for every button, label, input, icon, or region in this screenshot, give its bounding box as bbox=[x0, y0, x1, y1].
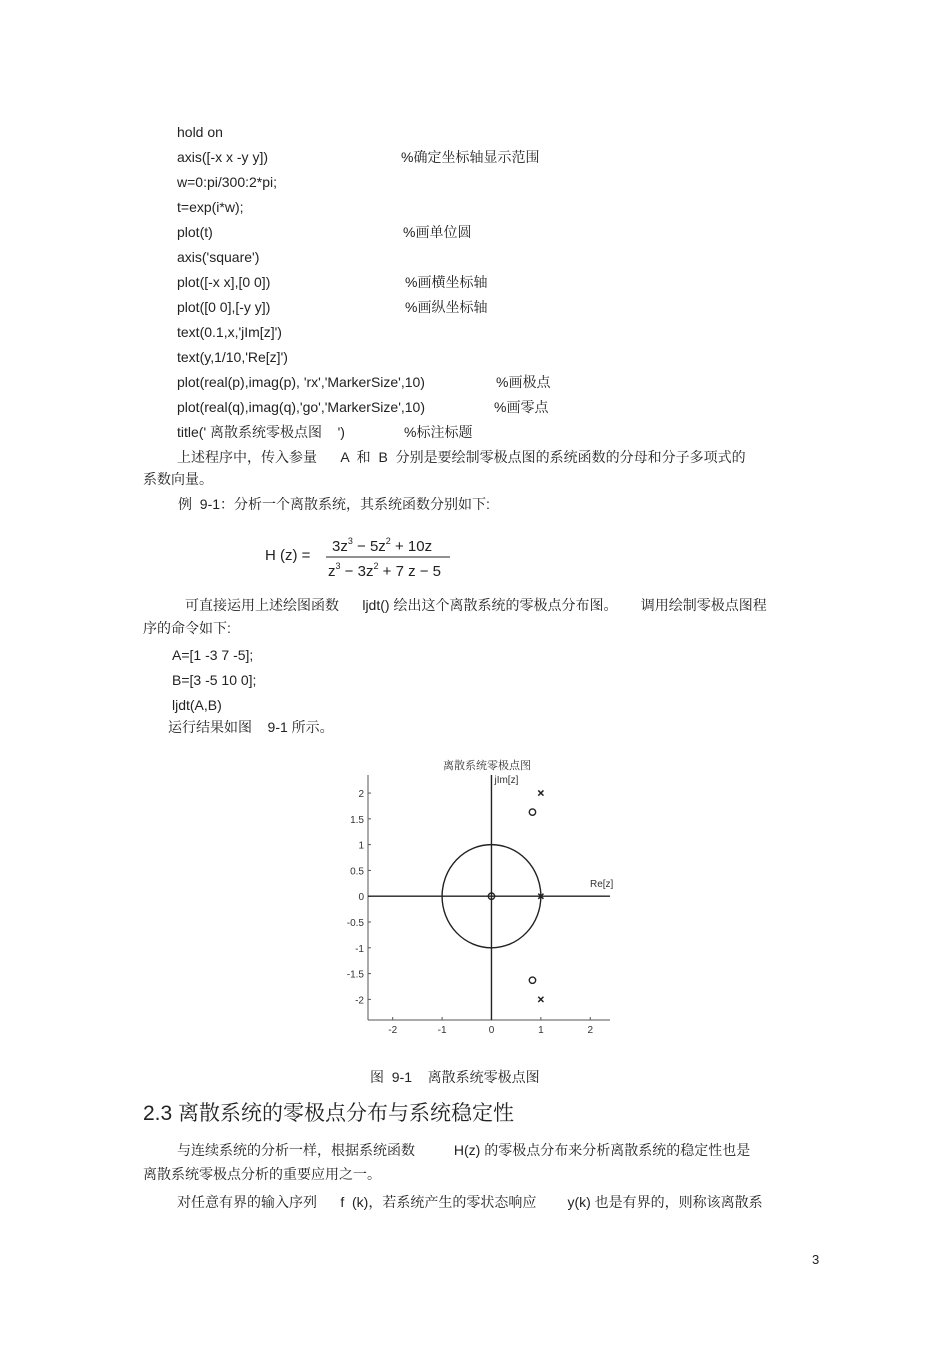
pole-marker bbox=[538, 790, 543, 795]
system-function-formula bbox=[262, 532, 462, 584]
code-line: plot([-x x],[0 0]) bbox=[177, 274, 271, 290]
zero-marker bbox=[529, 977, 535, 983]
y-tick-label: 1.5 bbox=[350, 814, 364, 826]
section-heading: 2.3 离散系统的零极点分布与系统稳定性 bbox=[143, 1102, 515, 1125]
x-tick-label: 2 bbox=[587, 1025, 594, 1036]
code-comment: %画单位圆 bbox=[403, 224, 472, 240]
code-line: axis('square') bbox=[177, 249, 260, 265]
y-tick-label: 2 bbox=[358, 789, 364, 801]
code-line: w=0:pi/300:2*pi; bbox=[177, 174, 278, 190]
code-comment: %画零点 bbox=[494, 399, 549, 415]
formula-denominator: $z^3 - 3z^2 + 7$ z − 5 bbox=[328, 561, 442, 580]
code-line: ljdt(A,B) bbox=[172, 697, 222, 713]
code-comment: %画纵坐标轴 bbox=[405, 299, 488, 315]
code-line: A=[1 -3 7 -5]; bbox=[172, 647, 254, 663]
y-tick-label: 0 bbox=[358, 892, 364, 904]
code-line: hold on bbox=[177, 124, 223, 140]
code-line: plot([0 0],[-y y]) bbox=[177, 299, 271, 315]
paragraph-line: 对任意有界的输入序列 f (k)，若系统产生的零状态响应 y(k) 也是有界的，则称该离散系 bbox=[177, 1194, 763, 1210]
y-axis-label: jIm[z] bbox=[494, 775, 519, 786]
zero-marker bbox=[529, 809, 535, 815]
y-tick-label: -1.5 bbox=[346, 969, 364, 981]
code-line: B=[3 -5 10 0]; bbox=[172, 672, 257, 688]
code-comment: %确定坐标轴显示范围 bbox=[401, 149, 540, 165]
code-line: plot(t) bbox=[177, 224, 213, 240]
formula-lhs: H (z) = bbox=[265, 547, 311, 564]
y-tick-label: -0.5 bbox=[346, 918, 364, 929]
code-line: text(0.1,x,'jIm[z]') bbox=[177, 324, 282, 340]
code-line: t=exp(i*w); bbox=[177, 199, 244, 215]
x-tick-label: -1 bbox=[437, 1025, 447, 1036]
code-line: plot(real(q),imag(q),'go','MarkerSize',10) bbox=[177, 399, 425, 415]
x-tick-label: 0 bbox=[488, 1025, 495, 1036]
example-line: 例 9-1：分析一个离散系统，其系统函数分别如下: bbox=[178, 496, 490, 512]
paragraph-line: 与连续系统的分析一样，根据系统函数 H(z) 的零极点分布来分析离散系统的稳定性也是 bbox=[177, 1142, 751, 1158]
y-tick-label: -1 bbox=[355, 943, 364, 955]
page-number: 3 bbox=[812, 1252, 820, 1267]
formula-numerator: $3z^3 - 5z^2 + 10z$ bbox=[332, 536, 433, 555]
x-tick-label: -2 bbox=[388, 1025, 398, 1036]
pole-marker bbox=[538, 997, 543, 1002]
code-line: title(' 离散系统零极点图 ') bbox=[177, 424, 345, 440]
x-axis-label: Re[z] bbox=[590, 879, 614, 891]
y-tick-label: 1 bbox=[358, 840, 364, 852]
y-tick-label: -2 bbox=[355, 995, 364, 1007]
code-line: text(y,1/10,'Re[z]') bbox=[177, 349, 288, 365]
code-line: plot(real(p),imag(p), 'rx','MarkerSize',10) bbox=[177, 374, 425, 390]
figure-caption: 图 9-1 离散系统零极点图 bbox=[370, 1069, 540, 1085]
x-tick-label: 1 bbox=[538, 1025, 544, 1036]
code-comment: %画横坐标轴 bbox=[405, 274, 488, 290]
pole-zero-plot bbox=[335, 755, 625, 1040]
code-comment: %画极点 bbox=[496, 374, 551, 390]
y-tick-label: 0.5 bbox=[350, 866, 364, 878]
result-line: 运行结果如图 9-1 所示。 bbox=[168, 719, 334, 735]
code-line: axis([-x x -y y]) bbox=[177, 149, 268, 165]
chart-title: 离散系统零极点图 bbox=[443, 760, 531, 772]
paragraph-line: 上述程序中，传入参量 A 和 B 分别是要绘制零极点图的系统函数的分母和分子多项式的 bbox=[177, 449, 746, 465]
paragraph-line: 系数向量。 bbox=[143, 471, 213, 487]
paragraph-line: 离散系统零极点分析的重要应用之一。 bbox=[143, 1166, 381, 1182]
paragraph-line: 可直接运用上述绘图函数 ljdt() 绘出这个离散系统的零极点分布图。 调用绘制零极点图程 bbox=[185, 597, 767, 613]
code-comment: %标注标题 bbox=[404, 424, 473, 440]
paragraph-line: 序的命令如下: bbox=[143, 620, 231, 636]
